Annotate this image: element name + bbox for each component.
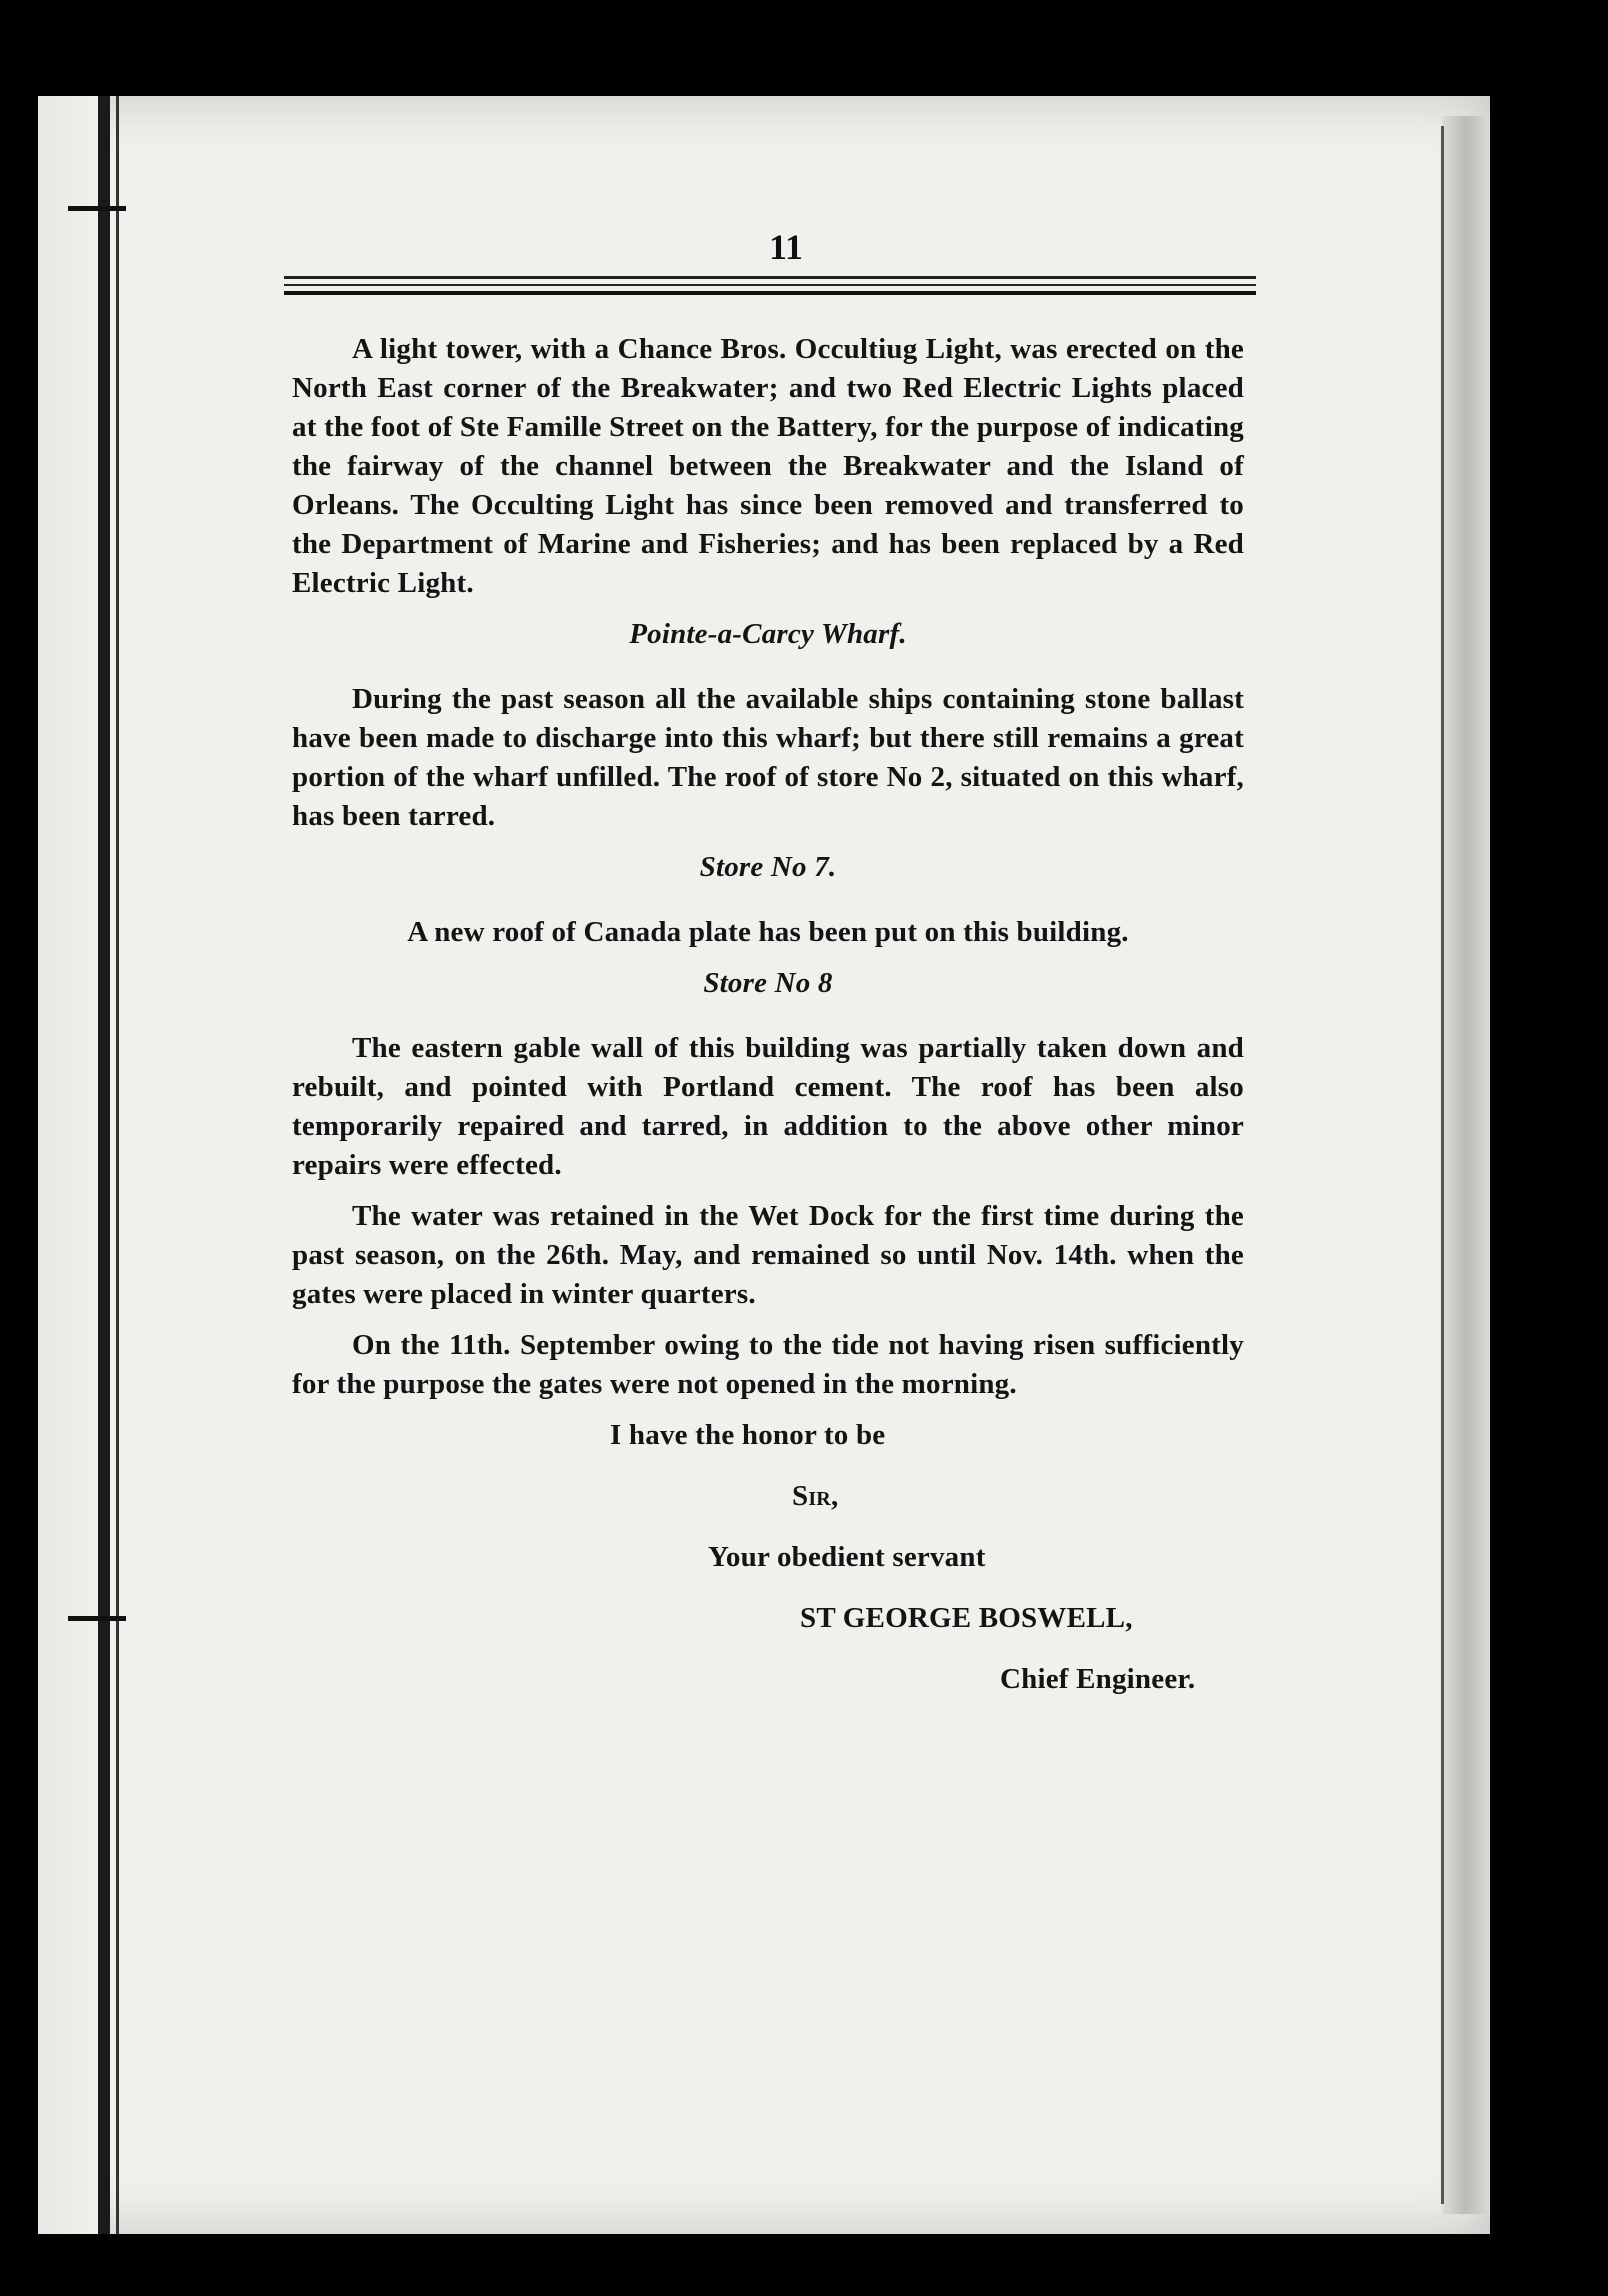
binding-rule-thin [116, 96, 119, 2234]
paragraph-gates: On the 11th. September owing to the tide not having risen sufficiently for the purpose the gates were not opened in the morning. [292, 1329, 1244, 1400]
header-rule [284, 276, 1256, 295]
binding-tick [68, 206, 126, 211]
paragraph-wet-dock: The water was retained in the Wet Dock for the first time during the past season, on the 26th. May, and remained so until Nov. 14th. when the gates were placed in winter quarters. [292, 1200, 1244, 1310]
report-body [292, 330, 1244, 1721]
page-number: 11 [768, 227, 803, 267]
signature-title: Chief Engineer. [1000, 1663, 1196, 1695]
binding-rule [98, 96, 110, 2234]
paragraph-light-tower: A light tower, with a Chance Bros. Occultiug Light, was erected on the North East corner of the Breakwater; and two Red Electric Lights placed at the foot of Ste Famille Street on the Battery, for the purpose of indicating the fairway of the channel between the Breakwater and the Island of Orleans. The Occulting Light has since been removed and transferred to the Department of Marine and Fisheries; and has been replaced by a Red Electric Light. [292, 333, 1244, 599]
heading-store-no-7: Store No 7. [699, 851, 837, 883]
heading-pointe-a-carcy-wharf: Pointe-a-Carcy Wharf. [629, 618, 907, 650]
document-page [38, 96, 1490, 2234]
closing-line: I have the honor to be [610, 1419, 886, 1451]
binding-tick [68, 1616, 126, 1621]
page-edge-rule [1441, 126, 1444, 2204]
closing-servant: Your obedient servant [708, 1541, 986, 1573]
paragraph-store-8: The eastern gable wall of this building was partially taken down and rebuilt, and pointed with Portland cement. The roof has been also temporarily repaired and tarred, in addition to the above other minor repairs were effected. [292, 1032, 1244, 1181]
paragraph-store-7: A new roof of Canada plate has been put on this building. [407, 916, 1129, 948]
page-edge-shadow [1442, 116, 1490, 2214]
heading-store-no-8: Store No 8 [703, 967, 833, 999]
letter-closing [292, 1416, 1244, 1699]
paragraph-wharf: During the past season all the available ships containing stone ballast have been made to discharge into this wharf; but there still remains a great portion of the wharf unfilled. The roof of store No 2, situated on this wharf, has been tarred. [292, 683, 1244, 832]
salutation: Sir, [792, 1480, 839, 1512]
signature-name: ST GEORGE BOSWELL, [800, 1602, 1133, 1634]
